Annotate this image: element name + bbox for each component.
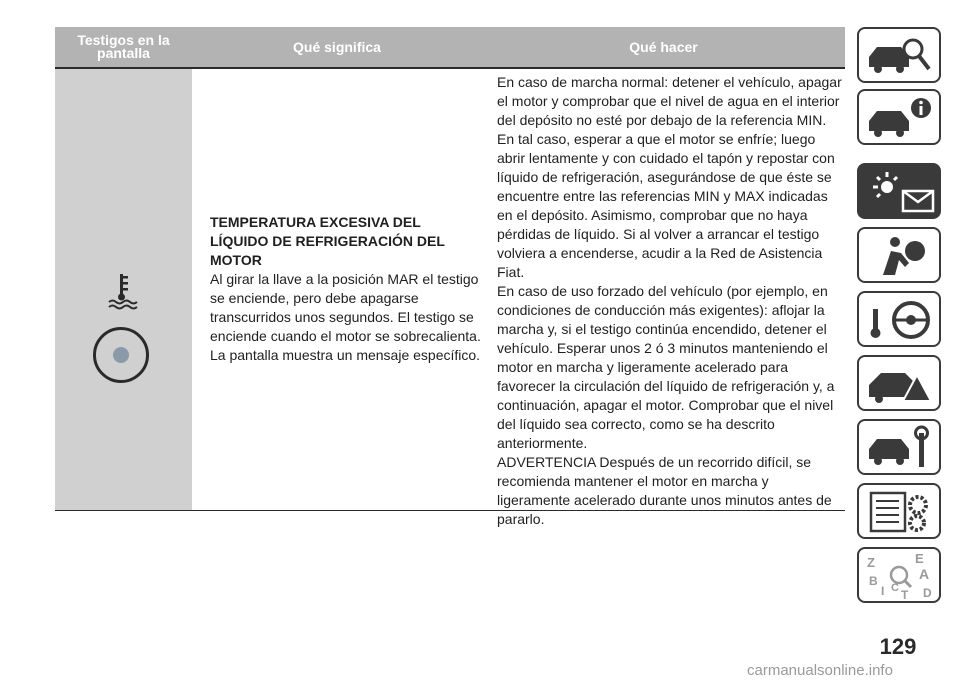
svg-text:E: E [915,553,924,566]
svg-text:Z: Z [867,555,875,570]
watermark: carmanualsonline.info [747,662,893,679]
car-emergency-icon [865,361,935,407]
svg-text:I: I [881,584,885,598]
meaning-cell [192,69,482,510]
tab-car-info[interactable] [857,89,941,145]
tab-car-wrench[interactable] [857,419,941,475]
action-cell [482,69,845,527]
svg-text:C: C [891,582,899,594]
steering-key-icon [865,297,935,343]
airbag-person-icon [865,233,935,279]
tab-specifications[interactable] [857,483,941,539]
action-paragraph: En caso de uso forzado del vehículo (por ejemplo, en condiciones de conducción más exigentes): aflojar la marcha y, si el testigo continúa encendido, detener el vehículo. Esperar unos 2 ó 3 minutos manteniendo el motor en marcha y ligeramente acelerado para favorecer la circulación del líquido de refrigeración y, a continuación, apagar el motor. Comprobar que el nivel del líquido sea correcto, como se ha descrito anteriormente. [497,283,835,451]
svg-text:T: T [901,588,909,599]
car-wrench-icon [865,425,935,471]
tab-steering-key[interactable] [857,291,941,347]
action-paragraph: ADVERTENCIA Después de un recorrido difícil, se recomienda mantener el motor en marcha y ligeramente acelerado durante unos minutos antes de pararlo. [497,454,832,527]
table-bottom-rule [55,510,845,511]
meaning-body: Al girar la llave a la posición MAR el testigo se enciende, pero debe apagarse transcurridos unos segundos. El testigo se enciende cuando el motor se sobrecalienta. La pantalla muestra un mensaje específico. [210,271,481,363]
tab-car-magnifier[interactable] [857,27,941,83]
page-number: 129 [879,634,917,659]
header-what-to-do: Qué hacer [482,27,845,67]
indicator-lamp-icon [93,327,149,383]
tab-alphabetic-index[interactable] [857,547,941,603]
car-info-icon [865,95,935,141]
indicator-cell [55,69,192,510]
tab-airbag[interactable] [857,227,941,283]
car-magnifier-icon [865,33,935,79]
indicator-lamp-dot [113,347,129,363]
spec-gears-icon [865,489,935,535]
meaning-title: TEMPERATURA EXCESIVA DEL LÍQUIDO DE REFRIGERACIÓN DEL MOTOR [210,214,445,268]
svg-text:D: D [923,586,932,599]
tab-warning-lights[interactable] [857,163,941,219]
alphabet-index-icon [865,553,935,599]
meaning-text [210,213,482,365]
warning-lights-icon [865,169,935,215]
tab-car-emergency[interactable] [857,355,941,411]
header-meaning: Qué significa [192,27,482,67]
header-display-indicators: Testigos en la pantalla [55,27,192,67]
action-text [497,73,845,529]
coolant-temperature-icon [108,272,138,312]
svg-text:B: B [869,574,878,588]
svg-text:A: A [919,566,930,582]
action-paragraph: En caso de marcha normal: detener el vehículo, apagar el motor y comprobar que el nivel de agua en el interior del depósito no esté por debajo de la referencia MIN. En tal caso, esperar a que el motor se enfríe; luego abrir lentamente y con cuidado el tapón y repostar con líquido de refrigeración, asegurándose de que éste se encuentre entre las referencias MIN y MAX indicadas en el depósito. Asimismo, comprobar que no haya pérdidas de líquido. Si al volver a arrancar el testigo volviera a encenderse, acudir a la Red de Asistencia Fiat. [497,74,842,280]
